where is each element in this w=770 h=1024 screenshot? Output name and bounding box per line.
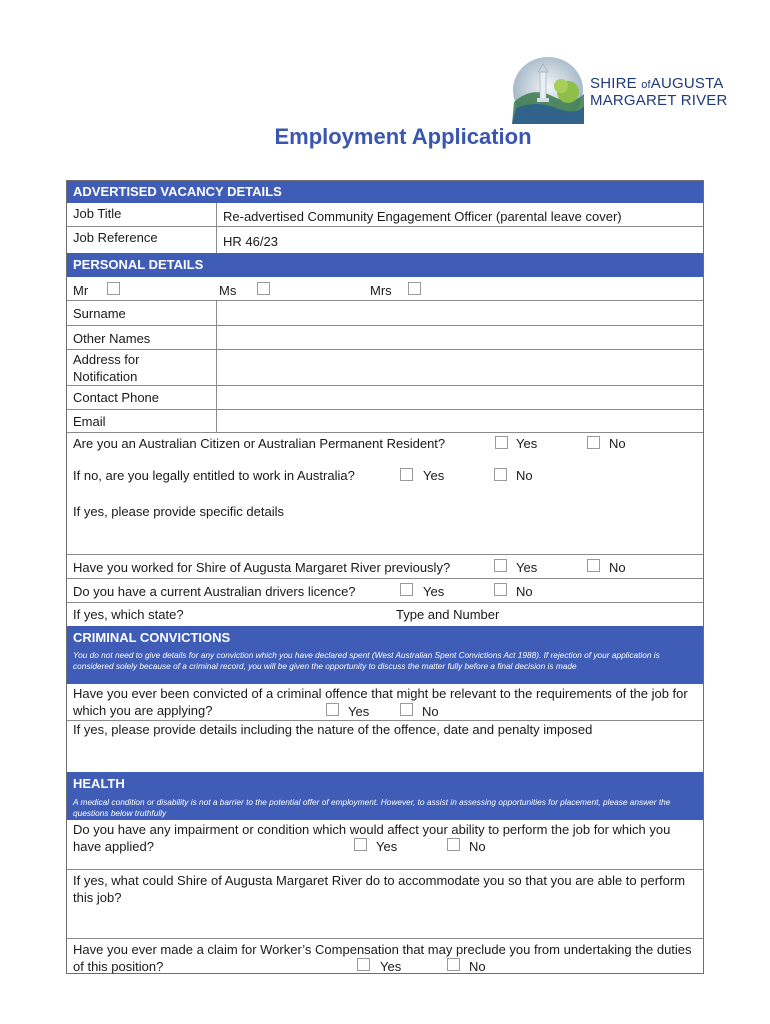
email-field[interactable]: [217, 410, 703, 432]
application-form: [66, 180, 704, 974]
licence-yes-checkbox[interactable]: [400, 583, 413, 596]
address-field[interactable]: [217, 350, 703, 385]
health-q1-yes-label: Yes: [376, 839, 398, 854]
job-title-value[interactable]: Re-advertised Community Engagement Officer (parental leave cover): [223, 209, 622, 224]
entitled-row: [67, 465, 703, 489]
licence-yes-label: Yes: [423, 584, 445, 599]
shire-emblem-icon: [512, 56, 584, 124]
criminal-no-checkbox[interactable]: [400, 703, 413, 716]
email-label: Email: [73, 414, 106, 429]
specific-details-label: If yes, please provide specific details: [73, 504, 284, 519]
mrs-label: Mrs: [370, 283, 392, 298]
worked-previously-row: [67, 555, 703, 579]
surname-field[interactable]: [217, 301, 703, 325]
health-q2-row: [67, 870, 703, 939]
criminal-question: Have you ever been convicted of a criminal offence that might be relevant to the requirements of the job for which you are applying?: [73, 686, 688, 718]
logo-margaret-river: MARGARET RIVER: [590, 92, 728, 109]
entitled-no-label: No: [516, 468, 533, 483]
citizen-no-label: No: [609, 436, 626, 451]
citizen-no-checkbox[interactable]: [587, 436, 600, 449]
health-q3-yes-label: Yes: [380, 959, 402, 974]
type-number-label: Type and Number: [396, 607, 500, 622]
mrs-checkbox[interactable]: [408, 282, 421, 295]
criminal-details-field[interactable]: [67, 741, 703, 772]
licence-no-checkbox[interactable]: [494, 583, 507, 596]
phone-row: [67, 386, 703, 410]
other-names-row: [67, 326, 703, 350]
which-state-label: If yes, which state?: [73, 607, 184, 622]
health-section-header: HEALTH: [67, 772, 703, 795]
health-q3-no-checkbox[interactable]: [447, 958, 460, 971]
entitled-no-checkbox[interactable]: [494, 468, 507, 481]
citizen-yes-label: Yes: [516, 436, 538, 451]
health-q1-row: [67, 820, 703, 870]
licence-question: Do you have a current Australian drivers licence?: [73, 584, 356, 599]
phone-field[interactable]: [217, 386, 703, 409]
health-q2-field[interactable]: [67, 906, 703, 938]
job-title-label: Job Title: [73, 206, 122, 221]
specific-details-row: [67, 501, 703, 555]
entitled-yes-checkbox[interactable]: [400, 468, 413, 481]
title-row: [67, 277, 703, 301]
phone-label: Contact Phone: [73, 390, 160, 405]
vacancy-section-header: ADVERTISED VACANCY DETAILS: [67, 181, 703, 203]
specific-details-field[interactable]: [67, 521, 703, 554]
health-note: A medical condition or disability is not a barrier to the potential offer of employment. However, to assist in assessing opportunities for placement, please answer the questions below truthfully: [67, 795, 703, 820]
criminal-details-row: [67, 720, 703, 772]
licence-row: [67, 579, 703, 603]
entitled-question: If no, are you legally entitled to work in Australia?: [73, 468, 355, 483]
state-row: [67, 603, 703, 625]
ms-label: Ms: [219, 283, 237, 298]
logo-shire: SHIRE: [590, 75, 637, 92]
column-divider: [216, 227, 217, 253]
mr-checkbox[interactable]: [107, 282, 120, 295]
criminal-no-label: No: [422, 704, 439, 719]
job-title-row: [67, 203, 703, 227]
criminal-yes-checkbox[interactable]: [326, 703, 339, 716]
job-reference-row: [67, 227, 703, 253]
email-row: [67, 410, 703, 432]
address-row: [67, 350, 703, 386]
criminal-note: You do not need to give details for any conviction which you have declared spent (West Australian Spent Convictions Act 1988). If rejection of your application is considered solely because of a criminal record, you will be given the opportunity to discuss the matter fully before a final decision is made: [67, 649, 703, 684]
licence-no-label: No: [516, 584, 533, 599]
citizen-yes-checkbox[interactable]: [495, 436, 508, 449]
worked-no-checkbox[interactable]: [587, 559, 600, 572]
health-q1: Do you have any impairment or condition which would affect your ability to perform the job for which you have applied?: [73, 822, 671, 854]
health-q3-no-label: No: [469, 959, 486, 974]
worked-previously-question: Have you worked for Shire of Augusta Margaret River previously?: [73, 560, 451, 575]
worked-yes-checkbox[interactable]: [494, 559, 507, 572]
address-label: Address for Notification: [73, 352, 140, 384]
page-title: Employment Application: [274, 124, 532, 149]
citizen-question: Are you an Australian Citizen or Australian Permanent Resident?: [73, 436, 446, 451]
criminal-details-label: If yes, please provide details including the nature of the offence, date and penalty imposed: [73, 722, 593, 737]
health-q1-no-checkbox[interactable]: [447, 838, 460, 851]
logo-of: of: [641, 79, 651, 91]
health-q3-yes-checkbox[interactable]: [357, 958, 370, 971]
mr-label: Mr: [73, 283, 89, 298]
worked-yes-label: Yes: [516, 560, 538, 575]
other-names-field[interactable]: [217, 326, 703, 349]
job-reference-value[interactable]: HR 46/23: [223, 234, 278, 249]
surname-row: [67, 301, 703, 326]
criminal-question-row: [67, 684, 703, 720]
entitled-yes-label: Yes: [423, 468, 445, 483]
shire-logo: [512, 56, 734, 124]
other-names-label: Other Names: [73, 331, 151, 346]
ms-checkbox[interactable]: [257, 282, 270, 295]
citizen-row: [67, 432, 703, 456]
logo-text: [590, 76, 728, 109]
surname-label: Surname: [73, 306, 126, 321]
health-q1-no-label: No: [469, 839, 486, 854]
health-q3: Have you ever made a claim for Worker’s Compensation that may preclude you from undertaking the duties of this position?: [73, 942, 692, 974]
health-q2: If yes, what could Shire of Augusta Margaret River do to accommodate you so that you are able to perform this job?: [73, 873, 686, 905]
health-q3-row: [67, 939, 703, 975]
health-q1-yes-checkbox[interactable]: [354, 838, 367, 851]
logo-augusta: AUGUSTA: [650, 75, 724, 92]
job-reference-label: Job Reference: [73, 230, 158, 245]
worked-no-label: No: [609, 560, 626, 575]
personal-section-header: PERSONAL DETAILS: [67, 253, 703, 277]
criminal-yes-label: Yes: [348, 704, 370, 719]
criminal-section-header: CRIMINAL CONVICTIONS: [67, 626, 703, 649]
column-divider: [216, 203, 217, 226]
